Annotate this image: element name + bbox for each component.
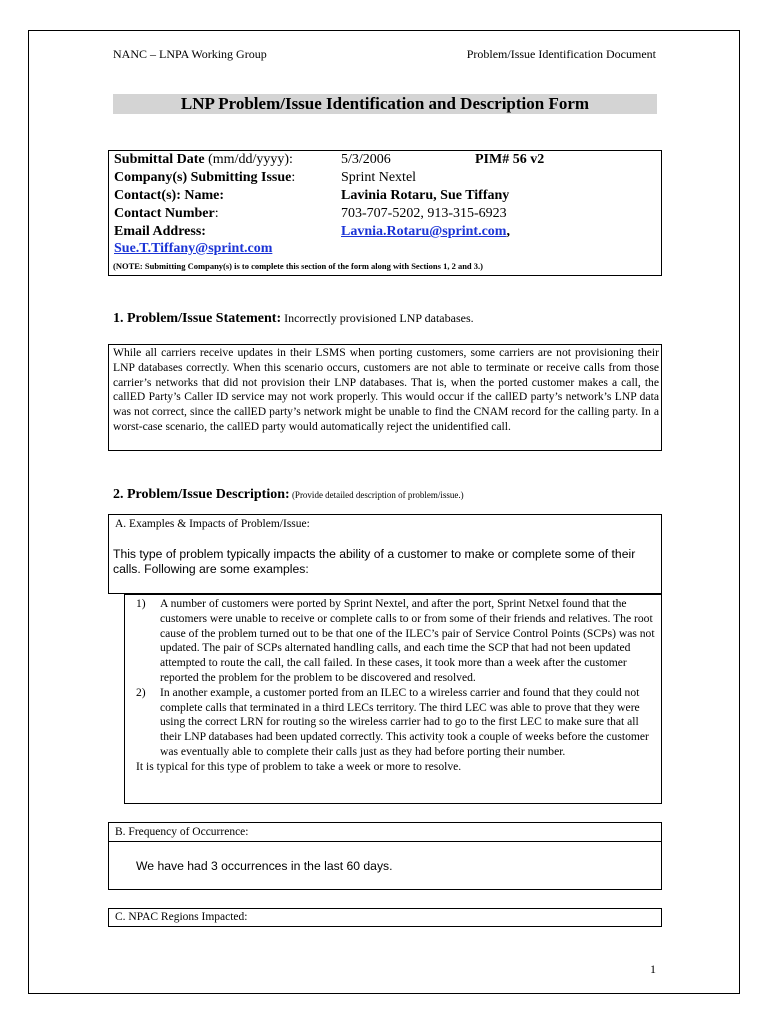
contact-number-value: 703-707-5202, 913-315-6923 bbox=[341, 206, 507, 221]
submittal-date-row bbox=[114, 152, 293, 168]
submittal-note: (NOTE: Submitting Company(s) is to complete this section of the form along with Sections 1, 2 and 3.) bbox=[113, 261, 483, 271]
header-right: Problem/Issue Identification Document bbox=[466, 47, 656, 61]
email-value-2-wrap bbox=[114, 241, 272, 257]
company-colon: : bbox=[291, 170, 296, 185]
company-row bbox=[114, 170, 295, 186]
example-number: 1) bbox=[136, 597, 146, 610]
email-link-2[interactable]: Sue.T.Tiffany@sprint.com bbox=[114, 241, 273, 256]
submittal-date-format: (mm/dd/yyyy): bbox=[204, 152, 293, 167]
company-label: Company(s) Submitting Issue bbox=[114, 170, 292, 185]
section-1-body: While all carriers receive updates in their LSMS when porting customers, some carriers are not provisioning their LNP databases correctly. When this scenario occurs, customers are not able to terminate or receive calls from those carrier’s networks that did not provision their LNP databases. That is, when the ported customer makes a call, the callED Party’s Caller ID service may not work properly. This would occur if the callED party’s network’s LNP data was not correct, since the callED party’s network might be unable to find the CNAM record for the calling party. In a worst-case scenario, the callED party would automatically reject the unidentified call. bbox=[113, 346, 659, 433]
examples-list bbox=[136, 597, 656, 775]
example-text: A number of customers were ported by Sprint Nextel, and after the port, Sprint Netxel found that the customers were unable to receive or complete calls to or from some of their friends and relatives. The root cause of the problem turned out to be that one of the ILEC’s pair of Service Control Points (SCPs) was not updated. The pair of SCPs alternated handling calls, and each time the SCP that had not been updated attempted to route the call, the call failed. In these cases, it took more than a week after the customer reported the problem for the problem to be discovered and resolved. bbox=[160, 597, 655, 684]
section-1-summary: Incorrectly provisioned LNP databases. bbox=[281, 311, 474, 325]
header-left: NANC – LNPA Working Group bbox=[113, 47, 267, 61]
examples-closing: It is typical for this type of problem to take a week or more to resolve. bbox=[136, 759, 462, 773]
contact-label: Contact(s): Name: bbox=[114, 188, 225, 203]
contact-number-colon: : bbox=[214, 206, 219, 221]
section-2-hint: (Provide detailed description of problem/issue.) bbox=[289, 490, 464, 500]
pim-number: PIM# 56 v2 bbox=[475, 152, 545, 167]
section-2b-box bbox=[108, 822, 662, 890]
company-value: Sprint Nextel bbox=[341, 170, 417, 185]
example-item bbox=[136, 597, 656, 686]
section-2c-box bbox=[108, 908, 662, 927]
email-value-1-wrap bbox=[341, 224, 510, 240]
form-title: LNP Problem/Issue Identification and Description Form bbox=[113, 94, 657, 114]
page-number: 1 bbox=[650, 962, 656, 976]
section-1-heading: 1. Problem/Issue Statement: bbox=[113, 311, 282, 326]
email-label: Email Address: bbox=[114, 224, 206, 239]
submittal-box bbox=[108, 150, 662, 276]
example-text: In another example, a customer ported from an ILEC to a wireless carrier and found that they could not complete calls that terminated in a third LECs territory. The third LEC was able to prove that they were using the correct LRN for routing so the wireless carrier had to go to the first LEC to make sure that all their LNP databases had been updated correctly. This activity took a couple of weeks before the customer was eventually able to complete their calls just as they had before porting their number. bbox=[160, 685, 649, 758]
email-row bbox=[114, 224, 206, 240]
contact-value: Lavinia Rotaru, Sue Tiffany bbox=[341, 188, 510, 203]
email-comma: , bbox=[506, 224, 510, 239]
section-1-box bbox=[108, 344, 662, 451]
section-2-heading: 2. Problem/Issue Description: bbox=[113, 487, 290, 502]
submittal-date-value: 5/3/2006 bbox=[341, 152, 391, 167]
section-2a-intro: This type of problem typically impacts the ability of a customer to make or complete some of their calls. Following are some examples: bbox=[113, 547, 636, 576]
section-2c-label: C. NPAC Regions Impacted: bbox=[115, 911, 248, 923]
contact-number-row bbox=[114, 206, 219, 222]
example-item bbox=[136, 686, 656, 760]
example-number: 2) bbox=[136, 685, 146, 699]
section-2b-divider bbox=[109, 841, 661, 842]
section-2a-examples-box bbox=[124, 594, 662, 804]
section-2-heading-row bbox=[113, 487, 464, 503]
section-1-heading-row bbox=[113, 311, 474, 327]
contact-row bbox=[114, 188, 224, 204]
section-2a-box bbox=[108, 514, 662, 594]
submittal-date-label: Submittal Date bbox=[114, 152, 205, 167]
contact-number-label: Contact Number bbox=[114, 206, 215, 221]
section-2b-value: We have had 3 occurrences in the last 60 days. bbox=[136, 859, 393, 873]
email-link-1[interactable]: Lavnia.Rotaru@sprint.com bbox=[341, 224, 507, 239]
section-2b-label: B. Frequency of Occurrence: bbox=[115, 826, 249, 838]
section-2a-label: A. Examples & Impacts of Problem/Issue: bbox=[115, 518, 310, 530]
